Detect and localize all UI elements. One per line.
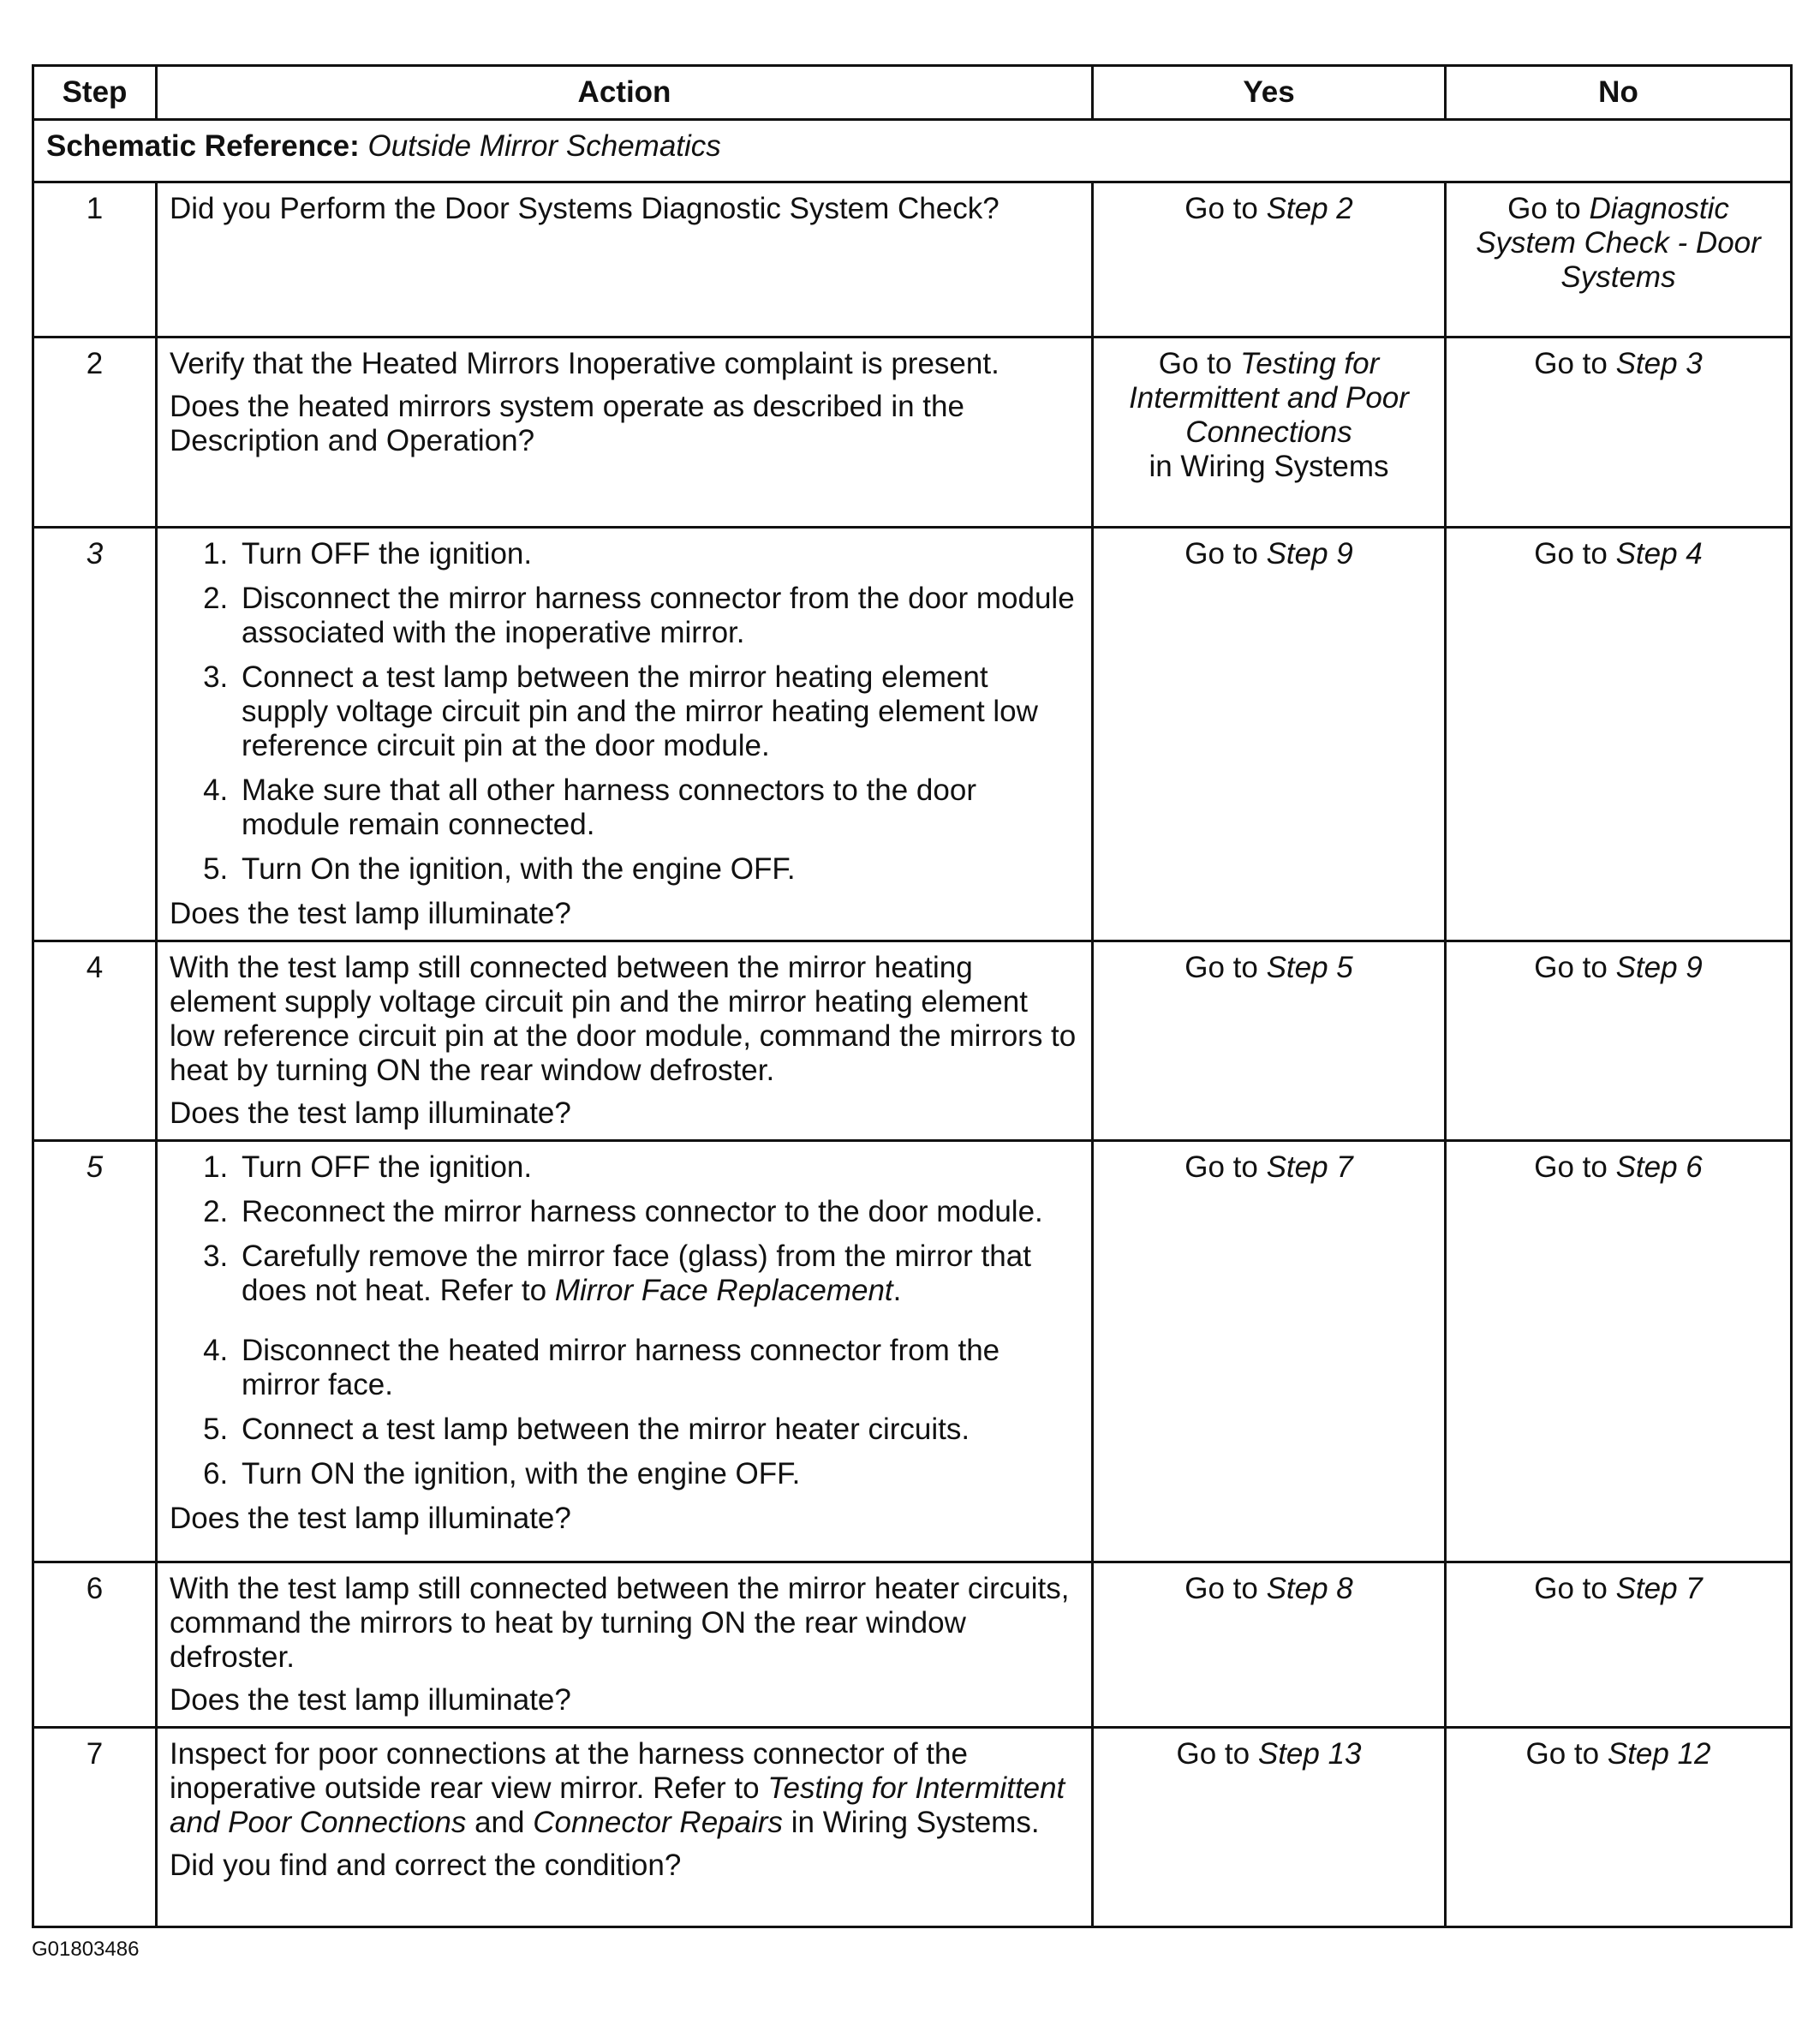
yes-cell — [1093, 338, 1446, 528]
header-step: Step — [33, 66, 157, 120]
schematic-value: Outside Mirror Schematics — [367, 129, 721, 163]
yes-prefix: Go to — [1158, 347, 1232, 380]
no-reference: Diagnostic System Check - Door Systems — [1476, 192, 1761, 294]
list-item: 4. Make sure that all other harness connectors to the door module remain connected. — [236, 774, 1079, 842]
yes-reference: Step 8 — [1266, 1572, 1353, 1605]
yes-reference: Step 5 — [1266, 951, 1353, 984]
step-number: 3 — [33, 528, 157, 941]
no-cell — [1446, 1562, 1792, 1728]
action-text: and — [474, 1806, 525, 1839]
action-cell — [157, 182, 1093, 338]
step-number: 6 — [33, 1562, 157, 1728]
header-yes: Yes — [1093, 66, 1446, 120]
no-prefix: Go to — [1534, 537, 1608, 570]
step-number: 2 — [33, 338, 157, 528]
step-number: 5 — [33, 1141, 157, 1562]
header-no: No — [1446, 66, 1792, 120]
action-question: Does the test lamp illuminate? — [170, 1096, 571, 1130]
action-intro: With the test lamp still connected between the mirror heater circuits, command the mirrors to heat by turning ON the rear window defroster. — [170, 1572, 1070, 1674]
yes-prefix: Go to — [1184, 192, 1258, 225]
action-cell — [157, 941, 1093, 1141]
table-row — [33, 528, 1792, 941]
list-item: 1. Turn OFF the ignition. — [236, 537, 1079, 571]
action-reference: Testing for Intermittent and Poor Connections — [170, 1771, 1065, 1839]
table-row — [33, 1141, 1792, 1562]
action-intro — [170, 1737, 1079, 1840]
list-item: 4. Disconnect the heated mirror harness connector from the mirror face. — [236, 1334, 1079, 1402]
no-cell — [1446, 1141, 1792, 1562]
list-item: 1. Turn OFF the ignition. — [236, 1150, 1079, 1185]
yes-cell — [1093, 941, 1446, 1141]
step-number: 7 — [33, 1728, 157, 1927]
action-cell — [157, 338, 1093, 528]
header-row — [33, 66, 1792, 120]
no-cell — [1446, 1728, 1792, 1927]
step-number: 1 — [33, 182, 157, 338]
yes-cell — [1093, 182, 1446, 338]
action-question: Does the test lamp illuminate? — [170, 897, 571, 930]
action-question: Did you Perform the Door Systems Diagnostic System Check? — [170, 192, 1000, 225]
schematic-label: Schematic Reference: — [46, 129, 360, 163]
no-cell — [1446, 941, 1792, 1141]
no-prefix: Go to — [1534, 951, 1608, 984]
action-question: Did you find and correct the condition? — [170, 1849, 682, 1882]
action-intro: Verify that the Heated Mirrors Inoperative complaint is present. — [170, 347, 1000, 380]
yes-prefix: Go to — [1184, 1150, 1258, 1184]
yes-prefix: Go to — [1184, 1572, 1258, 1605]
table-row — [33, 941, 1792, 1141]
action-cell — [157, 1562, 1093, 1728]
yes-suffix: in Wiring Systems — [1149, 450, 1389, 483]
yes-cell — [1093, 1728, 1446, 1927]
table-row — [33, 1562, 1792, 1728]
no-reference: Step 12 — [1607, 1737, 1711, 1771]
yes-cell — [1093, 1562, 1446, 1728]
list-item-reference: Mirror Face Replacement — [554, 1274, 893, 1307]
diagnostic-table — [32, 64, 1793, 1928]
table-row — [33, 182, 1792, 338]
no-prefix: Go to — [1534, 1572, 1608, 1605]
yes-prefix: Go to — [1184, 537, 1258, 570]
list-item: 2. Disconnect the mirror harness connector from the door module associated with the inoperative mirror. — [236, 582, 1079, 650]
action-question: Does the test lamp illuminate? — [170, 1502, 571, 1535]
no-prefix: Go to — [1507, 192, 1581, 225]
header-action: Action — [157, 66, 1093, 120]
no-reference: Step 7 — [1615, 1572, 1703, 1605]
no-prefix: Go to — [1525, 1737, 1600, 1771]
action-question: Does the test lamp illuminate? — [170, 1683, 571, 1717]
action-cell — [157, 528, 1093, 941]
yes-prefix: Go to — [1176, 1737, 1250, 1771]
list-item-text: Carefully remove the mirror face (glass) from the mirror that does not heat. Refer to — [242, 1239, 1031, 1307]
list-item: 3. Connect a test lamp between the mirror heating element supply voltage circuit pin and the mirror heating element low reference circuit pin at the door module. — [236, 660, 1079, 763]
list-item: 5. Connect a test lamp between the mirror heater circuits. — [236, 1413, 1079, 1447]
action-intro: With the test lamp still connected between the mirror heating element supply voltage circuit pin and the mirror heating element low reference circuit pin at the door module, command the mirrors to heat by turning ON the rear window defroster. — [170, 951, 1077, 1087]
action-list — [170, 1150, 1079, 1491]
action-reference: Connector Repairs — [533, 1806, 784, 1839]
no-prefix: Go to — [1534, 1150, 1608, 1184]
no-cell — [1446, 528, 1792, 941]
yes-reference: Step 7 — [1266, 1150, 1353, 1184]
no-reference: Step 6 — [1615, 1150, 1703, 1184]
yes-prefix: Go to — [1184, 951, 1258, 984]
list-item: 2. Reconnect the mirror harness connector to the door module. — [236, 1195, 1079, 1229]
list-item: 5. Turn On the ignition, with the engine OFF. — [236, 852, 1079, 887]
list-item: 3. Carefully remove the mirror face (glass) from the mirror that does not heat. Refer to Mirror Face Replacement. — [236, 1239, 1079, 1308]
no-reference: Step 3 — [1615, 347, 1703, 380]
yes-reference: Step 2 — [1266, 192, 1353, 225]
list-item: 6. Turn ON the ignition, with the engine OFF. — [236, 1457, 1079, 1491]
action-cell — [157, 1728, 1093, 1927]
no-reference: Step 4 — [1615, 537, 1703, 570]
action-cell — [157, 1141, 1093, 1562]
schematic-row — [33, 120, 1792, 182]
table-row — [33, 338, 1792, 528]
yes-reference: Step 13 — [1257, 1737, 1362, 1771]
no-cell — [1446, 182, 1792, 338]
no-prefix: Go to — [1534, 347, 1608, 380]
action-text: in Wiring Systems. — [791, 1806, 1040, 1839]
no-cell — [1446, 338, 1792, 528]
yes-cell — [1093, 528, 1446, 941]
action-question: Does the heated mirrors system operate as described in the Description and Operation? — [170, 390, 964, 457]
figure-id: G01803486 — [32, 1938, 140, 1961]
action-text: Inspect for poor connections at the harness connector of the inoperative outside rear view mirror. Refer to — [170, 1737, 968, 1805]
yes-reference: Testing for Intermittent and Poor Connections — [1129, 347, 1409, 449]
step-number: 4 — [33, 941, 157, 1141]
table-row — [33, 1728, 1792, 1927]
yes-reference: Step 9 — [1266, 537, 1353, 570]
action-list — [170, 537, 1079, 887]
yes-cell — [1093, 1141, 1446, 1562]
schematic-reference — [33, 120, 1792, 182]
no-reference: Step 9 — [1615, 951, 1703, 984]
